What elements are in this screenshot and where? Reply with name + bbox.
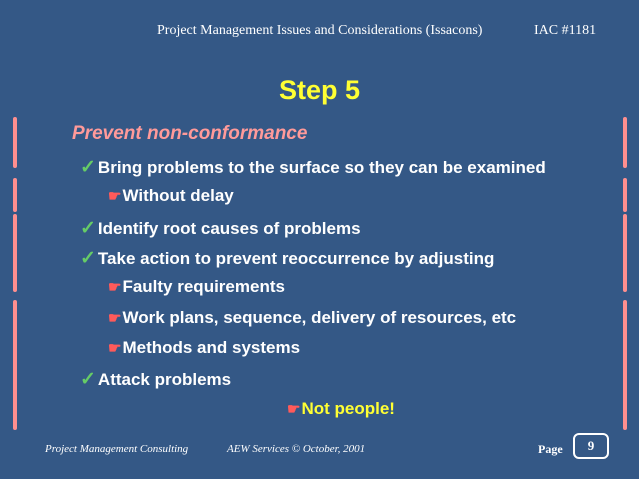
checkmark-icon: ✓ <box>80 248 96 269</box>
page-number-box: 9 <box>573 433 609 459</box>
left-decorative-bar <box>13 214 17 292</box>
bullet-item <box>80 247 494 270</box>
bullet-text: Bring problems to the surface so they can be examined <box>97 158 546 177</box>
sub-bullet-text: Not people! <box>301 399 395 418</box>
right-decorative-bar <box>623 214 627 292</box>
sub-bullet-item <box>108 186 234 206</box>
pointing-hand-icon: ☛ <box>108 340 122 357</box>
left-decorative-bar <box>13 178 17 212</box>
bullet-item <box>80 217 361 240</box>
sub-bullet-text: Faulty requirements <box>122 277 285 296</box>
checkmark-icon: ✓ <box>80 369 96 390</box>
sub-bullet-text: Without delay <box>122 186 234 205</box>
right-decorative-bar <box>623 117 627 168</box>
pointing-hand-icon: ☛ <box>108 188 122 205</box>
checkmark-icon: ✓ <box>80 157 96 178</box>
pointing-hand-icon: ☛ <box>108 310 122 327</box>
right-decorative-bar <box>623 178 627 212</box>
bullet-text: Attack problems <box>97 370 232 389</box>
header-course-id: IAC #1181 <box>534 23 597 38</box>
header-title: Project Management Issues and Considerations (Issacons) <box>157 23 483 38</box>
sub-bullet-item <box>108 308 516 328</box>
pointing-hand-icon: ☛ <box>108 279 122 296</box>
slide-subtitle: Prevent non-conformance <box>72 123 308 144</box>
left-decorative-bar <box>13 117 17 168</box>
bullet-text: Take action to prevent reoccurrence by adjusting <box>97 249 495 268</box>
footer-company: Project Management Consulting <box>45 443 189 455</box>
right-decorative-bar <box>623 300 627 430</box>
sub-bullet-item <box>108 277 285 297</box>
bullet-text: Identify root causes of problems <box>97 219 361 238</box>
sub-bullet-text: Work plans, sequence, delivery of resources, etc <box>122 308 517 327</box>
sub-bullet-text: Methods and systems <box>122 338 301 357</box>
footer-page-label: Page <box>538 442 563 456</box>
left-decorative-bar <box>13 300 17 430</box>
bullet-item <box>80 156 546 179</box>
checkmark-icon: ✓ <box>80 218 96 239</box>
footer-copyright: AEW Services © October, 2001 <box>227 443 366 455</box>
bullet-item <box>80 368 231 391</box>
slide-title: Step 5 <box>278 75 361 105</box>
sub-bullet-item <box>287 399 395 419</box>
pointing-hand-icon: ☛ <box>287 401 301 418</box>
sub-bullet-item <box>108 338 300 358</box>
